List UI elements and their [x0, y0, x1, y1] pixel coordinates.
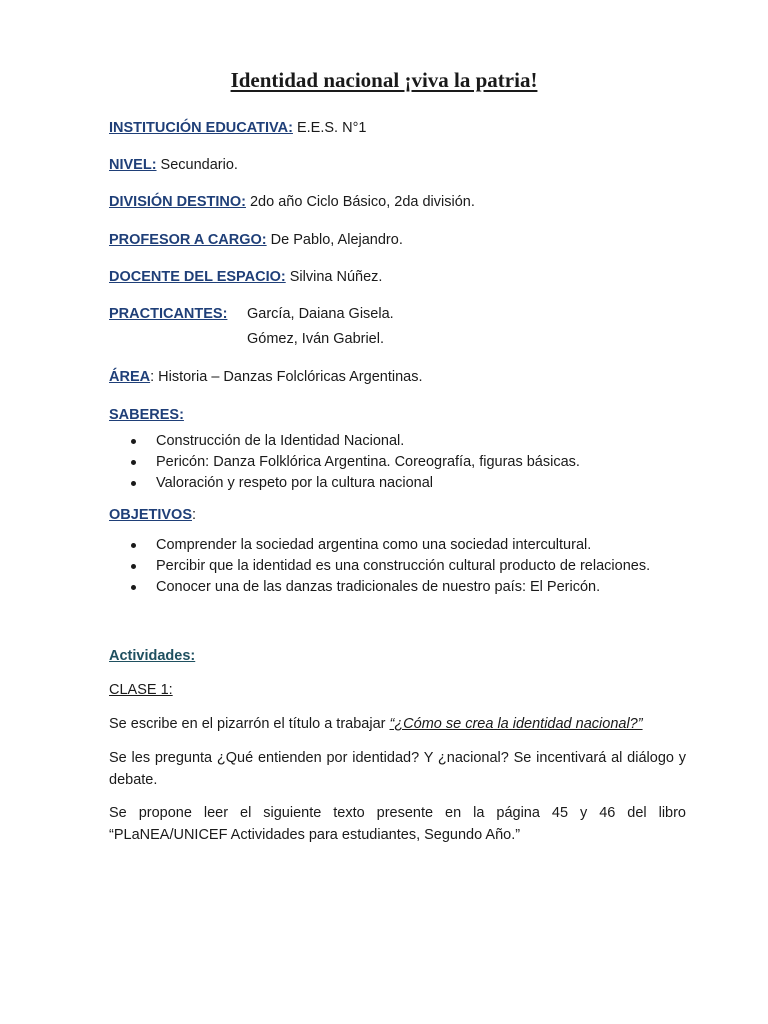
profesor-value: De Pablo, Alejandro.: [266, 232, 403, 248]
actividad-paragraph-3: Se propone leer el siguiente texto presente en la página 45 y 46 del libro “PLaNEA/UNICEF Actividades para estudiantes, Segundo Año.”: [109, 805, 686, 843]
actividad-paragraph-1: [109, 715, 643, 733]
document-title: Identidad nacional ¡viva la patria!: [230, 68, 538, 92]
saberes-label: SABERES:: [109, 407, 184, 423]
list-item: Construcción de la Identidad Nacional.: [109, 431, 580, 452]
division-label: DIVISIÓN DESTINO:: [109, 194, 246, 210]
list-item: Conocer una de las danzas tradicionales de nuestro país: El Pericón.: [109, 577, 650, 598]
area-label: ÁREA: [109, 369, 151, 385]
list-item: Valoración y respeto por la cultura nacional: [109, 473, 580, 494]
practicante-1: García, Daiana Gisela.: [247, 306, 394, 322]
actividad-paragraph-2: Se les pregunta ¿Qué entienden por identidad? Y ¿nacional? Se incentivará al diálogo y debate.: [109, 750, 686, 788]
practicante-2: Gómez, Iván Gabriel.: [247, 331, 384, 347]
division-field: [109, 193, 475, 211]
actividad-text: Se escribe en el pizarrón el título a trabajar: [109, 716, 390, 732]
actividades-heading: [109, 647, 195, 665]
actividad-quote: “¿Cómo se crea la identidad nacional?”: [389, 716, 643, 732]
objetivos-list: [109, 535, 650, 598]
bullet-icon: [131, 564, 136, 569]
area-field: [109, 368, 423, 386]
objetivos-suffix: :: [192, 507, 197, 523]
bullet-icon: [131, 543, 136, 548]
clase-label: CLASE 1:: [109, 682, 173, 698]
bullet-icon: [131, 481, 136, 486]
bullet-icon: [131, 585, 136, 590]
bullet-icon: [131, 439, 136, 444]
objetivos-label: OBJETIVOS: [109, 507, 192, 523]
nivel-field: [109, 156, 238, 174]
list-item: Percibir que la identidad es una construcción cultural producto de relaciones.: [109, 556, 650, 577]
saberes-heading: [109, 406, 184, 424]
objetivos-heading: [109, 506, 196, 524]
list-item: Comprender la sociedad argentina como una sociedad intercultural.: [109, 535, 650, 556]
institucion-label: INSTITUCIÓN EDUCATIVA:: [109, 120, 293, 136]
bullet-icon: [131, 460, 136, 465]
practicantes-label: PRACTICANTES:: [109, 306, 228, 322]
list-item: Pericón: Danza Folklórica Argentina. Coreografía, figuras básicas.: [109, 452, 580, 473]
division-value: 2do año Ciclo Básico, 2da división.: [245, 194, 475, 210]
nivel-value: Secundario.: [156, 157, 238, 173]
practicantes-field: [109, 305, 227, 323]
institucion-field: [109, 119, 366, 137]
docente-label: DOCENTE DEL ESPACIO:: [109, 269, 286, 285]
profesor-field: [109, 231, 403, 249]
actividades-label: Actividades:: [109, 648, 196, 664]
area-value: : Historia – Danzas Folclóricas Argentinas.: [150, 369, 423, 385]
docente-value: Silvina Núñez.: [285, 269, 383, 285]
profesor-label: PROFESOR A CARGO:: [109, 232, 267, 248]
nivel-label: NIVEL:: [109, 157, 157, 173]
institucion-value: E.E.S. N°1: [292, 120, 367, 136]
docente-field: [109, 268, 382, 286]
clase-heading: [109, 681, 173, 699]
saberes-list: [109, 431, 580, 494]
